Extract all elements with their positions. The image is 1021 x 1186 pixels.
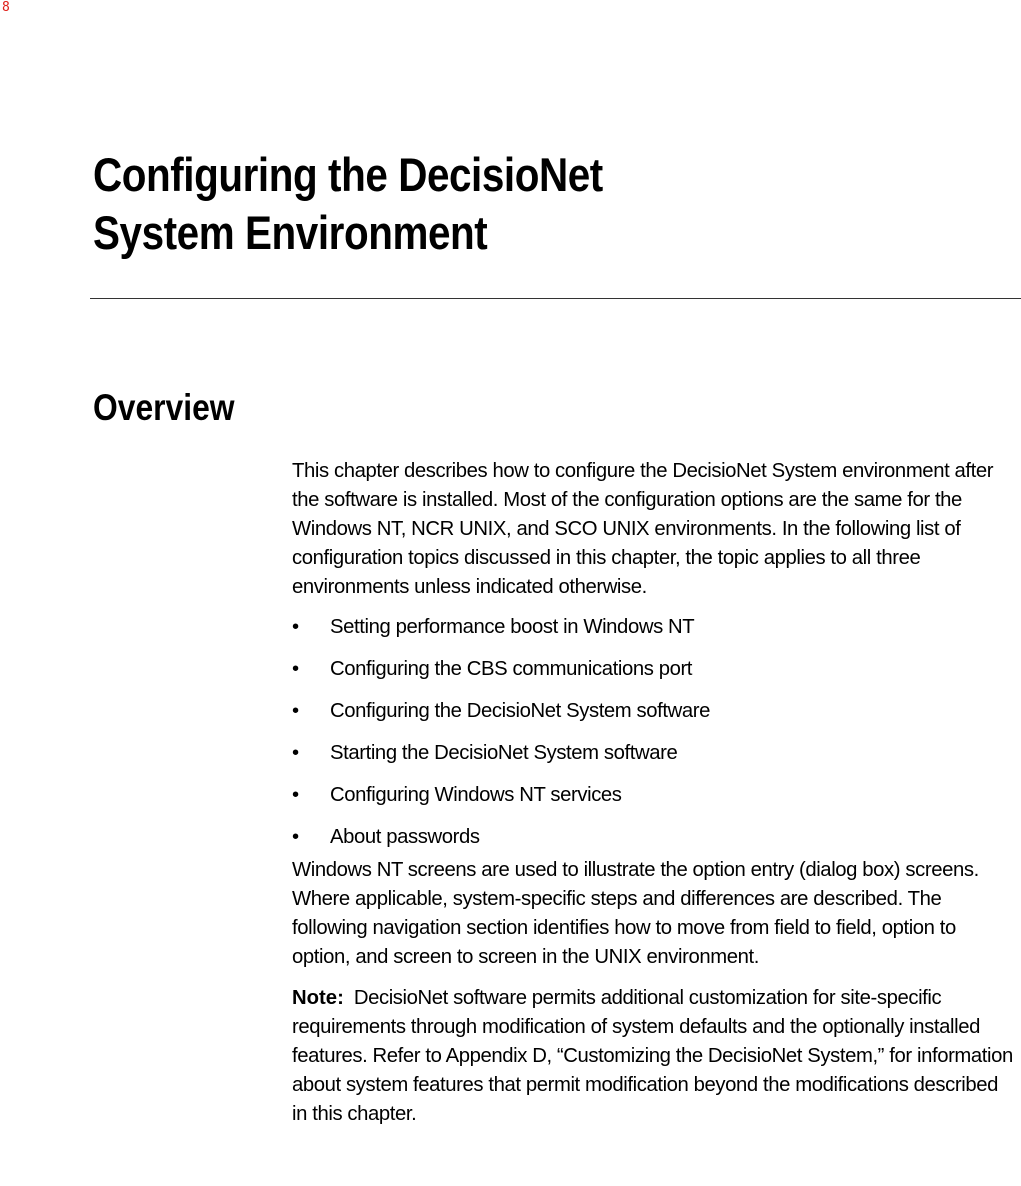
list-item	[292, 739, 1017, 768]
list-item-text: Configuring the DecisioNet System software	[330, 700, 710, 722]
intro-paragraph: This chapter describes how to configure the DecisioNet System environment after the software is installed. Most of the configuration options are the same for the Windows NT, NCR UNIX, and SCO UNIX environments. In the following list of configuration topics discussed in this chapter, the topic applies to all three environments unless indicated otherwise.	[292, 460, 994, 598]
list-item-text: Setting performance boost in Windows NT	[330, 616, 695, 638]
bullet-icon: •	[292, 700, 299, 722]
list-item	[292, 823, 1017, 852]
note-label: Note:	[292, 987, 344, 1009]
windows-paragraph: Windows NT screens are used to illustrate the option entry (dialog box) screens. Where applicable, system-specific steps and differences are described. The following navigation section identifies how to move from field to field, option to option, and screen to screen in the UNIX environment.	[292, 859, 979, 968]
bullet-icon: •	[292, 742, 299, 764]
section-heading: Overview	[93, 387, 235, 428]
list-item-text: About passwords	[330, 826, 480, 848]
bullet-icon: •	[292, 658, 299, 680]
list-item	[292, 697, 1017, 726]
bullet-icon: •	[292, 826, 299, 848]
list-item	[292, 613, 1017, 642]
list-item-text: Starting the DecisioNet System software	[330, 742, 678, 764]
topic-list	[292, 613, 1017, 852]
chapter-divider	[90, 298, 1021, 299]
note-text: DecisioNet software permits additional customization for site-specific requirements through modification of system defaults and the optionally installed features. Refer to Appendix D, “Customizing the DecisioNet System,” for information about system features that permit modification beyond the modifications described in this chapter.	[292, 987, 1013, 1125]
chapter-title: Configuring the DecisioNet System Environment	[93, 148, 603, 259]
bullet-icon: •	[292, 784, 299, 806]
note-paragraph	[292, 984, 1017, 1129]
list-item	[292, 655, 1017, 684]
page-number: 8	[2, 0, 10, 15]
list-item	[292, 781, 1017, 810]
list-item-text: Configuring the CBS communications port	[330, 658, 693, 680]
body-column	[292, 457, 1017, 1129]
bullet-icon: •	[292, 616, 299, 638]
list-item-text: Configuring Windows NT services	[330, 784, 622, 806]
